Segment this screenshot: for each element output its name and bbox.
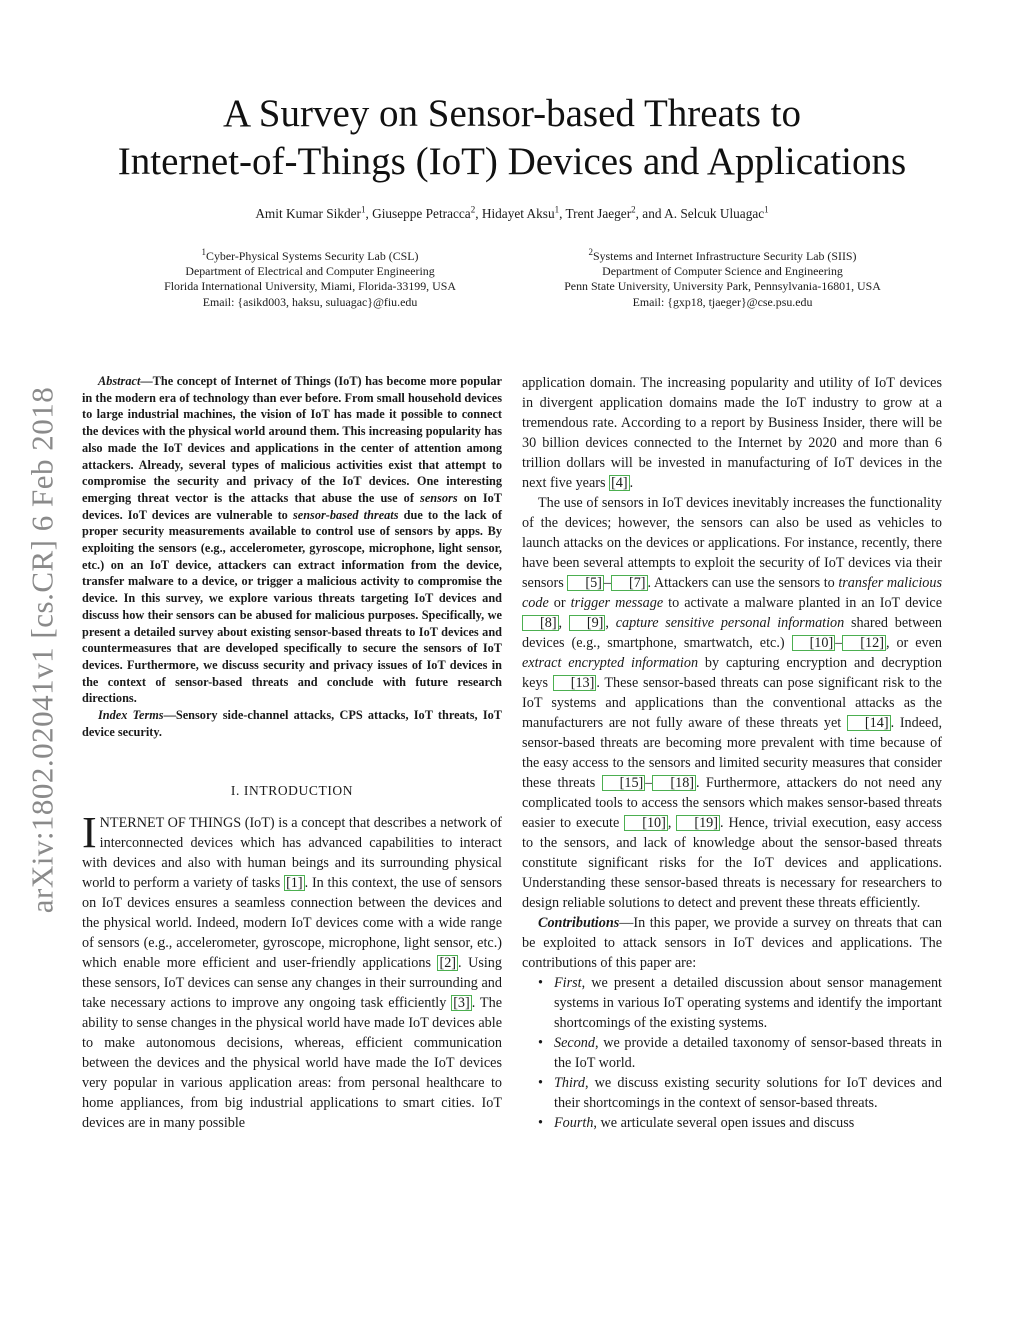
citation-separator: , (667, 815, 677, 831)
citation-link[interactable]: [5] (567, 575, 604, 591)
body-text: The use of sensors in IoT devices inevitably increases the functionality of the devices; however, the sensors can also be used as vehicles to launch attacks on the devices or applications. For instance, recently, there have been several attempts to exploit the security of IoT devices via their sensors (522, 495, 942, 591)
emphasis-text: capture sensitive personal information (615, 615, 845, 631)
citation-separator: , (558, 615, 569, 631)
author-conjunction: and (642, 206, 662, 221)
citation-link[interactable]: [7] (611, 575, 648, 591)
list-item-lead: First (554, 975, 582, 991)
emphasis-text: extract encrypted information (522, 655, 699, 671)
author-affil-mark: 1 (764, 204, 769, 215)
index-terms (82, 707, 502, 740)
citation-link[interactable]: [10] (792, 635, 836, 651)
title-line-2: Internet-of-Things (IoT) Devices and Applications (117, 140, 907, 183)
section-number: I. (230, 783, 240, 799)
body-text: application domain. The increasing popularity and utility of IoT devices in divergent application domains made the IoT industry to grow at a tremendous rate. According to a report by Business Insider, there will be 30 billion devices connected to the Internet by 2020 and more than 6 trillion dollars will be invested in manufacturing of IoT devices in the next five years (522, 375, 942, 491)
body-text: by capturing encryption and decryption keys (522, 655, 942, 691)
list-item (554, 973, 942, 1033)
author-name: Trent Jaeger (565, 206, 632, 221)
author-name: Giuseppe Petracca (372, 206, 471, 221)
citation-link[interactable]: [10] (624, 815, 668, 831)
citation-range-dash: – (835, 635, 843, 651)
index-terms-label: Index Terms (98, 708, 164, 723)
abstract-emphasis: sensors (420, 490, 458, 505)
list-item-lead: Third (554, 1075, 586, 1091)
body-text: . (629, 475, 634, 491)
abstract-text: The concept of Internet of Things (IoT) has become more popular in the modern era of technology than ever before. From small household devices to large industrial machines, the vision of IoT has made it possible to connect the devices with the physical world around them. This increasing popularity has also made the IoT devices and applications in the center of attention among attackers. Already, several types of malicious activities exist that attempt to compromise the security and privacy of the IoT devices. One interesting emerging threat vector is the attacks that abuse the use of (82, 374, 502, 505)
affil-lab: Systems and Internet Infrastructure Security Lab (SIIS) (593, 249, 857, 263)
author-name: Amit Kumar Sikder (255, 206, 361, 221)
body-text: . Using these sensors, IoT devices can sense any changes in their surrounding and take necessary actions to improve any ongoing task efficiently (82, 955, 502, 1012)
citation-link[interactable]: [12] (842, 635, 886, 651)
citation-link[interactable]: [14] (847, 715, 891, 731)
affil-univ: Florida International University, Miami, Florida-33199, USA (164, 279, 456, 294)
drop-cap: I (82, 808, 97, 858)
citation-link[interactable]: [19] (676, 815, 720, 831)
list-item-text: , we discuss existing security solutions for IoT devices and their shortcomings in the context of sensor-based threats. (554, 1075, 942, 1111)
affiliation-right (520, 249, 925, 310)
list-item-text: , we articulate several open issues and discuss (593, 1115, 855, 1131)
citation-range-dash: – (645, 775, 653, 791)
body-text: In this paper, we provide a survey on threats that can be exploited to attack sensors in IoT devices and applications. The contributions of this paper are: (522, 915, 942, 971)
abstract-text: due to the lack of proper security measurements available to control use of sensors by apps. By exploiting the sensors (e.g., accelerometer, gyroscope, microphone, light sensor, etc.) on an IoT device, attackers can extract information from the device, transfer malware to a device, or trigger a malicious activity to compromise the device. In this survey, we explore various threats targeting IoT devices and discuss how their sensors can be abused for malicious purposes. Specifically, we present a detailed survey about existing sensor-based threats to IoT devices and countermeasures that are developed specifically to secure the sensors of IoT devices. Furthermore, we discuss security and privacy issues of IoT devices in the context of sensor-based threats and conclude with future research directions. (82, 507, 502, 706)
list-item (554, 1073, 942, 1113)
abstract (82, 373, 502, 707)
emphasis-text: transfer malicious code (522, 575, 942, 611)
index-terms-text: Sensory side-channel attacks, CPS attacks, IoT threats, IoT device security. (82, 708, 502, 739)
body-text: , or even (885, 635, 942, 651)
list-item (554, 1033, 942, 1073)
left-column (82, 373, 502, 1133)
author-name: Hidayet Aksu (481, 206, 555, 221)
author-affil-mark: 1 (360, 204, 366, 215)
section-heading-introduction (82, 781, 502, 801)
abstract-dash: — (140, 374, 153, 388)
section-title-initial: I (243, 783, 250, 799)
list-item-text: , we present a detailed discussion about sensor management systems in various IoT operating systems and identify the important shortcomings of the existing systems. (554, 975, 942, 1031)
abstract-label: Abstract (98, 374, 141, 388)
arxiv-stamp (14, 360, 70, 940)
author-affil-mark: 1 (554, 204, 560, 215)
citation-range-dash: – (603, 575, 611, 591)
list-item-lead: Fourth (554, 1115, 594, 1131)
body-text: or (548, 595, 571, 611)
body-text: , (605, 615, 616, 631)
body-text: . Furthermore, attackers do not need any complicated tools to access the sensors which makes sensor-based threats easier to execute (522, 775, 943, 831)
affil-univ: Penn State University, University Park, Pennsylvania-16801, USA (564, 279, 881, 294)
body-text: . These sensor-based threats can pose significant risk to the IoT systems and applications than the conventional attacks as the manufacturers are not fully aware of these threats yet (522, 675, 942, 731)
list-item-text: , we provide a detailed taxonomy of sensor-based threats in the IoT world. (554, 1035, 942, 1071)
author-list: Amit Kumar Sikder$^1$, Giuseppe Petracca$^2$, Hidayet Aksu$^1$, Trent Jaeger$^2$, and A. Selcuk Uluagac$^1$ (255, 204, 769, 221)
author-affil-mark: 2 (470, 204, 476, 215)
body-text: to activate a malware planted in an IoT device (663, 595, 942, 611)
citation-link[interactable]: [9] (569, 615, 606, 631)
section-title-rest: NTRODUCTION (249, 783, 354, 799)
body-text: . The ability to sense changes in the physical world have made IoT devices able to make autonomous decisions, whereas, efficient communication between the devices and the physical world have made the IoT devices very popular in various application areas: from personal healthcare to home appliances, from big industrial applications to smart cities. IoT devices are in many possible (82, 995, 502, 1132)
paper-title (60, 90, 964, 186)
citation-link[interactable]: [1] (286, 875, 303, 892)
author-name: A. Selcuk Uluagac (664, 206, 765, 221)
body-text: . Attackers can use the sensors to (647, 575, 839, 591)
affil-lab: Cyber-Physical Systems Security Lab (CSL) (206, 249, 419, 263)
citation-link[interactable]: [8] (522, 615, 559, 631)
body-text: . Indeed, sensor-based threats are becoming more prevalent with time because of the easy access to the sensors and limited security measures that consider these threats (522, 715, 942, 791)
citation-link[interactable]: [18] (652, 775, 696, 791)
affiliation-left (110, 249, 510, 310)
body-paragraph (522, 373, 942, 493)
body-paragraph (522, 493, 942, 913)
body-text: shared between devices (e.g., smartphone, smartwatch, etc.) (522, 615, 943, 651)
abstract-emphasis: sensor-based threats (292, 507, 399, 522)
contributions-dash: — (619, 915, 634, 931)
arxiv-stamp-text: arXiv:1802.02041v1 [cs.CR] 6 Feb 2018 (24, 386, 59, 914)
body-text: . In this context, the use of sensors on IoT devices ensures a seamless connection between the devices and the physical world. Indeed, modern IoT devices come with a wide range of sensors (e.g., accelerometer, gyroscope, microphone, light sensor, etc.) which enable more efficient and user-friendly applications (82, 875, 502, 972)
citation-link[interactable]: [2] (439, 955, 457, 972)
affil-dept: Department of Electrical and Computer Engineering (185, 264, 435, 279)
list-item-lead: Second (554, 1035, 595, 1051)
body-text: NTERNET OF THINGS (IoT) is a concept that describes a network of interconnected devices which has advanced capabilities to interact with devices and also with human beings and its surrounding physical world to perform a variety of tasks (82, 815, 502, 892)
contributions-paragraph (522, 913, 942, 973)
citation-link[interactable]: [15] (602, 775, 646, 791)
affil-mark: 1 (201, 247, 207, 258)
list-item (554, 1113, 942, 1133)
citation-link[interactable]: [4] (611, 475, 628, 491)
author-affil-mark: 2 (631, 204, 636, 215)
body-text: . Hence, trivial execution, easy access to the sensors, and lack of knowledge about the sensor-based threats constitute significant risks for the IoT devices and applications. Understanding these sensor-based threats is necessary for researchers to design reliable solutions to detect and prevent these threats efficiently. (522, 815, 943, 911)
abstract-text: on IoT devices. IoT devices are vulnerable to (82, 490, 502, 522)
contributions-list (522, 973, 942, 1133)
affil-dept: Department of Computer Science and Engineering (602, 264, 843, 279)
citation-link[interactable]: [13] (553, 675, 597, 691)
title-line-1: A Survey on Sensor-based Threats to (223, 92, 801, 135)
affil-mark: 2 (588, 247, 593, 258)
right-column (522, 373, 942, 1133)
affil-email: Email: {asikd003, haksu, suluagac}@fiu.edu (202, 294, 418, 309)
affil-email: Email: {gxp18, tjaeger}@cse.psu.edu (632, 294, 813, 309)
contributions-label: Contributions (538, 915, 620, 931)
intro-paragraph (82, 808, 502, 1133)
index-terms-dash: — (163, 708, 176, 723)
citation-link[interactable]: [3] (453, 995, 470, 1012)
emphasis-text: trigger message (570, 595, 664, 611)
